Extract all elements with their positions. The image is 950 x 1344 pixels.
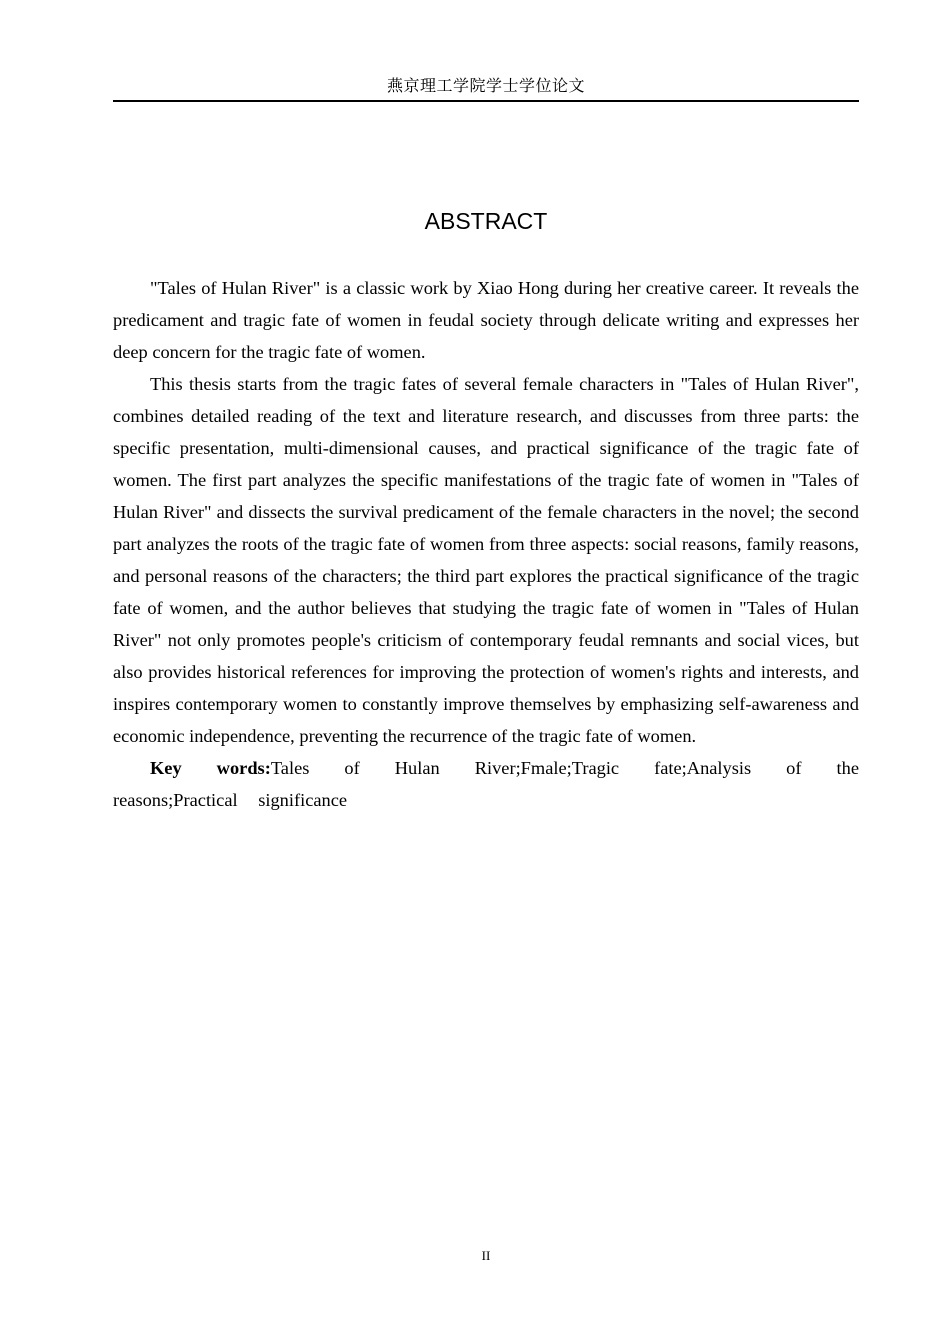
- keywords-label: Key words:: [150, 758, 271, 778]
- page-number: II: [481, 1248, 491, 1263]
- abstract-title: ABSTRACT: [424, 208, 548, 234]
- running-header: 燕京理工学院学士学位论文: [386, 76, 585, 95]
- keywords-value: Tales of Hulan River;Fmale;Tragic fate;Analysis of the reasons;Practical significance: [113, 758, 859, 810]
- abstract-body: [113, 272, 859, 816]
- abstract-paragraph-2: This thesis starts from the tragic fates of several female characters in "Tales of Hulan River", combines detailed reading of the text and literature research, and discusses from three parts: the specific presentation, multi-dimensional causes, and practical significance of the tragic fate of women. The first part analyzes the specific manifestations of the tragic fate of women in "Tales of Hulan River" and dissects the survival predicament of the female characters in the novel; the second part analyzes the roots of the tragic fate of women from three aspects: social reasons, family reasons, and personal reasons of the characters; the third part explores the practical significance of the tragic fate of women, and the author believes that studying the tragic fate of women in "Tales of Hulan River" not only promotes people's criticism of contemporary feudal remnants and social vices, but also provides historical references for improving the protection of women's rights and interests, and inspires contemporary women to constantly improve themselves by emphasizing self-awareness and economic independence, preventing the recurrence of the tragic fate of women.: [113, 374, 859, 746]
- header-divider: [113, 100, 859, 102]
- keywords-line: [113, 752, 859, 816]
- abstract-paragraph-1: "Tales of Hulan River" is a classic work by Xiao Hong during her creative career. It reveals the predicament and tragic fate of women in feudal society through delicate writing and expresses her deep concern for the tragic fate of women.: [113, 278, 859, 362]
